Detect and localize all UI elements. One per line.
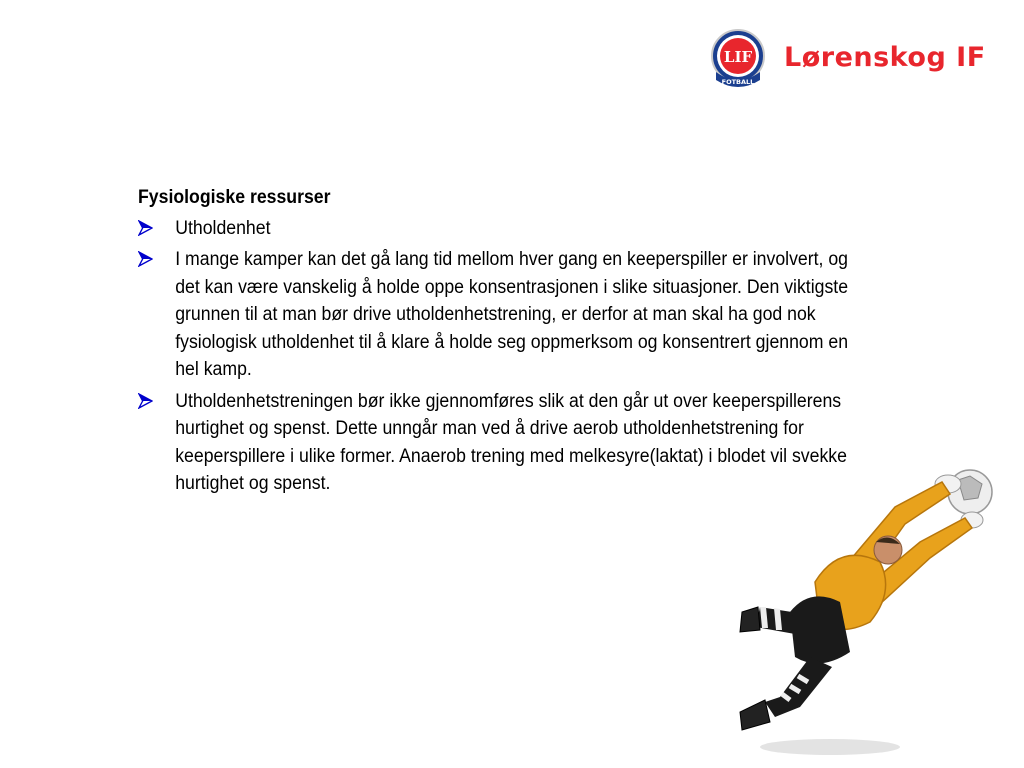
- arrow-bullet-icon: [138, 215, 175, 243]
- club-logo: [710, 26, 986, 92]
- goalkeeper-diving-illustration: [720, 462, 1020, 762]
- crest-letters: LIF: [723, 48, 753, 66]
- bullet-item: [138, 246, 854, 384]
- section-heading: Fysiologiske ressurser: [138, 187, 331, 208]
- arrow-bullet-icon: [138, 246, 175, 384]
- arrow-bullet-icon: [138, 388, 175, 498]
- club-crest-icon: [710, 26, 766, 92]
- club-name: Lørenskog IF: [784, 41, 986, 73]
- bullet-text: I mange kamper kan det gå lang tid mellom hver gang en keeperspiller er involvert, og det kan være vanskelig å holde oppe konsentrasjonen i slike situasjoner. Den viktigste grunnen til at man bør drive utholdenhetstrening, er derfor at man skal ha god nok fysiologisk utholdenhet til å klare å holde seg oppmerksom og konsentrert gjennom en hel kamp.: [175, 249, 849, 380]
- bullet-text: Utholdenhet: [175, 217, 271, 239]
- bullet-text: Utholdenhetstreningen bør ikke gjennomføres slik at den går ut over keeperspillerens hurtighet og spenst. Dette unngår man ved å drive aerob utholdenhetstrening for keeperspillere i ulike former. Anaerob trening med melkesyre(laktat) i blodet vil svekke hurtighet og spenst.: [175, 390, 847, 494]
- bullet-item: [138, 215, 854, 243]
- slide-content: [138, 184, 854, 502]
- crest-ribbon-text: FOTBALL: [721, 78, 755, 86]
